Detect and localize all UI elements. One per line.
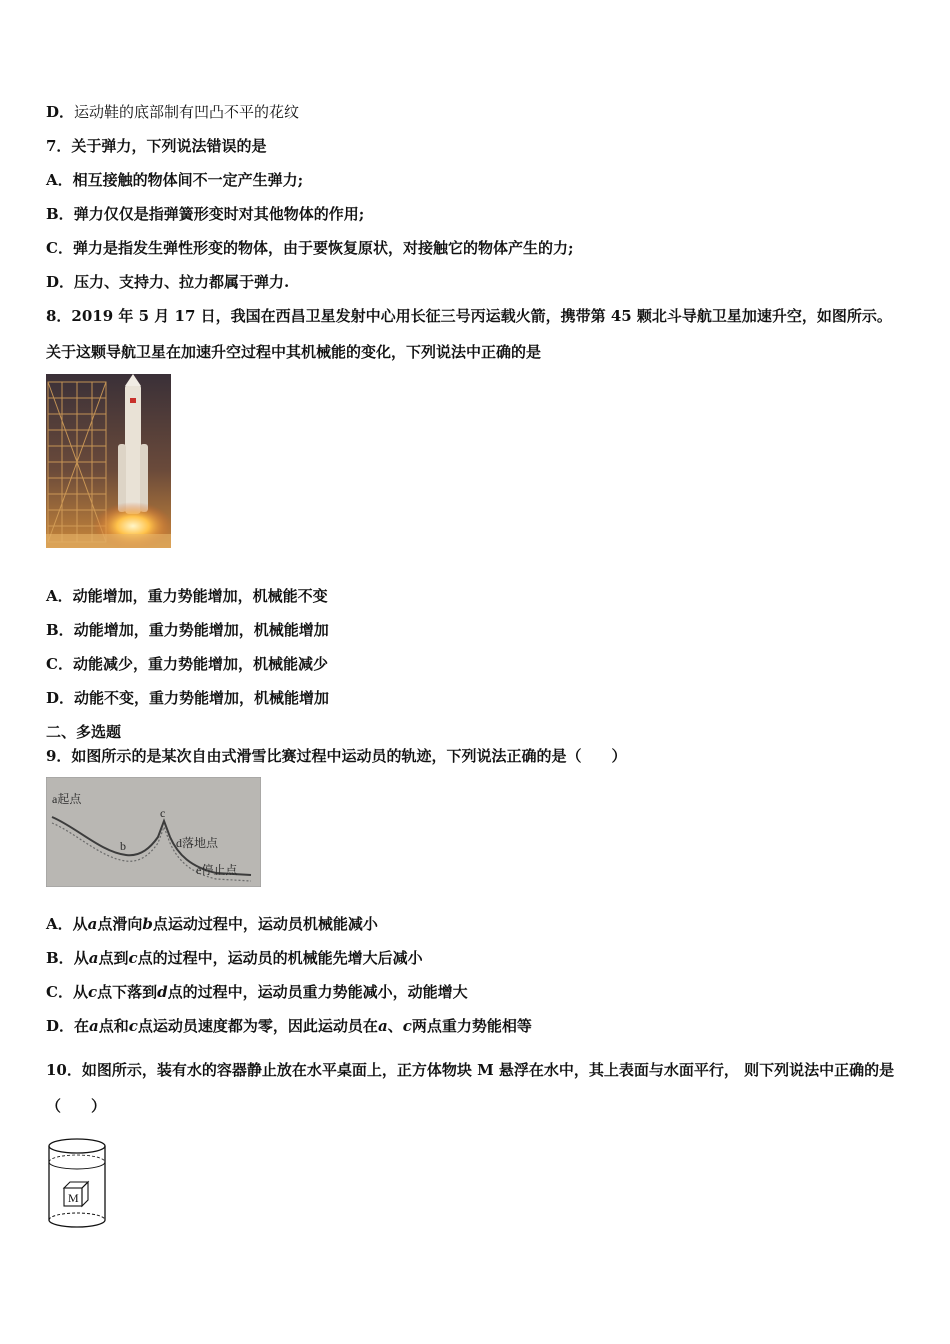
rocket-launch-image — [46, 374, 171, 548]
option-text: 相互接触的物体间不一定产生弹力; — [72, 171, 304, 189]
q10-stem: 10．如图所示，装有水的容器静止放在水平桌面上，正方体物块 M 悬浮在水中，其上表面与水面平行， 则下列说法中正确的是（ ） — [46, 1061, 895, 1115]
option-label: A． — [46, 587, 73, 605]
option-label: A． — [46, 171, 73, 189]
section-title: 二、多选题 — [46, 723, 122, 741]
option-text: 运动鞋的底部制有凹凸不平的花纹 — [74, 103, 300, 121]
label-b: b — [120, 839, 126, 853]
option-label: C． — [46, 983, 73, 1001]
block-m-label: M — [68, 1191, 79, 1205]
q6-option-d — [46, 102, 299, 122]
option-label: D． — [46, 273, 75, 291]
label-e-stop: e停止点 — [196, 863, 238, 877]
q8-option-d — [46, 688, 329, 708]
ski-trajectory-image — [46, 777, 261, 887]
q7-option-c — [46, 238, 574, 258]
q9-stem: 9．如图所示的是某次自由式滑雪比赛过程中运动员的轨迹，下列说法正确的是（ ） — [46, 747, 627, 765]
q9-option-b: B．从a点到c点的过程中，运动员的机械能先增大后减小 — [46, 949, 423, 967]
option-text: 动能增加，重力势能增加，机械能增加 — [73, 621, 329, 639]
option-label: D． — [46, 689, 75, 707]
option-text: 动能减少，重力势能增加，机械能减少 — [72, 655, 328, 673]
option-label: D． — [46, 1017, 75, 1035]
q7-option-b — [46, 204, 364, 224]
q8-stem: 8．2019 年 5 月 17 日，我国在西昌卫星发射中心用长征三号丙运载火箭，携带第 45 颗北斗导航卫星加速升空，如图所示。关于这颗导航卫星在加速升空过程中其机械能的变化，下列说法中正确的是 — [46, 307, 892, 361]
q7-option-d — [46, 272, 289, 292]
container-diagram — [46, 1136, 108, 1232]
option-label: A． — [46, 915, 73, 933]
option-label: C． — [46, 239, 73, 257]
option-text: 压力、支持力、拉力都属于弹力. — [74, 273, 290, 291]
option-label: B． — [46, 205, 74, 223]
q8-option-a — [46, 586, 328, 606]
q8-option-b — [46, 620, 329, 640]
option-label: D． — [46, 103, 75, 121]
label-c: c — [160, 806, 166, 820]
q9-option-d: D．在a点和c点运动员速度都为零，因此运动员在a、c两点重力势能相等 — [46, 1017, 532, 1035]
option-text: 动能增加，重力势能增加，机械能不变 — [72, 587, 328, 605]
q8-option-c — [46, 654, 328, 674]
option-text: 弹力是指发生弹性形变的物体，由于要恢复原状，对接触它的物体产生的力; — [72, 239, 574, 257]
option-label: B． — [46, 949, 74, 967]
q9-option-c: C．从c点下落到d点的过程中，运动员重力势能减小，动能增大 — [46, 983, 468, 1001]
q7-stem: 7．关于弹力，下列说法错误的是 — [46, 137, 267, 155]
option-label: C． — [46, 655, 73, 673]
label-a-start: a起点 — [52, 792, 82, 806]
option-text: 动能不变，重力势能增加，机械能增加 — [74, 689, 330, 707]
option-text: 弹力仅仅是指弹簧形变时对其他物体的作用; — [73, 205, 365, 223]
q9-option-a: A．从a点滑向b点运动过程中，运动员机械能减小 — [46, 915, 378, 933]
q7-option-a — [46, 170, 303, 190]
label-d-landing: d落地点 — [176, 836, 219, 850]
option-label: B． — [46, 621, 74, 639]
